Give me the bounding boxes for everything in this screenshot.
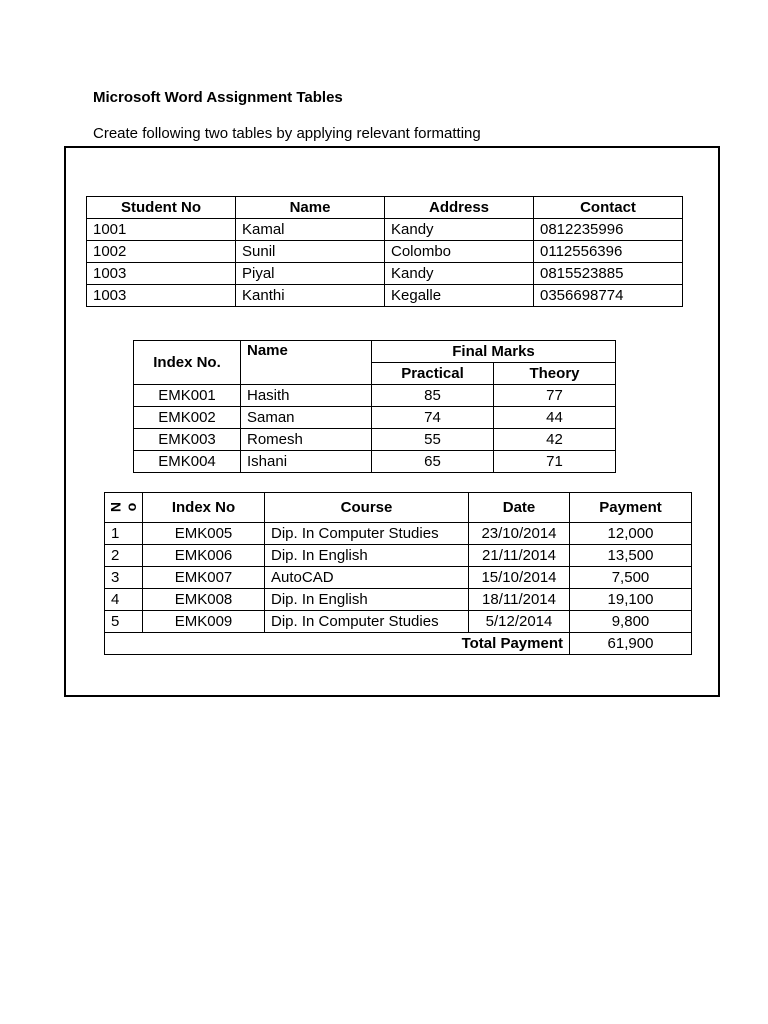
- table-cell: Dip. In Computer Studies: [265, 611, 469, 633]
- column-header: Name: [241, 341, 372, 385]
- table-cell: 74: [372, 407, 494, 429]
- table-cell: Ishani: [241, 451, 372, 473]
- column-header: Contact: [534, 197, 683, 219]
- table-row: [134, 407, 616, 429]
- table-cell: 44: [494, 407, 616, 429]
- column-header: Date: [469, 493, 570, 523]
- column-header: Payment: [570, 493, 692, 523]
- document-title: Microsoft Word Assignment Tables: [93, 89, 343, 106]
- table-cell: 15/10/2014: [469, 567, 570, 589]
- table-cell: EMK005: [143, 523, 265, 545]
- table-cell: 23/10/2014: [469, 523, 570, 545]
- table-row: [134, 385, 616, 407]
- table-header-row: [87, 197, 683, 219]
- table-cell: AutoCAD: [265, 567, 469, 589]
- table-cell: 4: [105, 589, 143, 611]
- table-cell: Dip. In English: [265, 545, 469, 567]
- table-cell: 77: [494, 385, 616, 407]
- table-cell: 0356698774: [534, 285, 683, 307]
- column-header: Index No.: [134, 341, 241, 385]
- marks-table: [133, 340, 616, 473]
- rotated-letter: o: [125, 502, 142, 512]
- table-cell: 9,800: [570, 611, 692, 633]
- table-header-row: [105, 493, 692, 523]
- table-row: [87, 219, 683, 241]
- table-cell: Sunil: [236, 241, 385, 263]
- column-header: Theory: [494, 363, 616, 385]
- table-cell: Colombo: [385, 241, 534, 263]
- total-label: Total Payment: [105, 633, 570, 655]
- payment-table: [104, 492, 692, 655]
- table-cell: 0112556396: [534, 241, 683, 263]
- table-cell: 1: [105, 523, 143, 545]
- table-header-row: [134, 341, 616, 363]
- table-cell: 42: [494, 429, 616, 451]
- table-row: [134, 451, 616, 473]
- document-subtitle: Create following two tables by applying relevant formatting: [93, 125, 481, 142]
- column-header: Name: [236, 197, 385, 219]
- table-cell: EMK002: [134, 407, 241, 429]
- table-row: [87, 241, 683, 263]
- table-row: [105, 589, 692, 611]
- table-cell: Hasith: [241, 385, 372, 407]
- table-cell: Piyal: [236, 263, 385, 285]
- table-cell: 1001: [87, 219, 236, 241]
- rotated-letter: N: [108, 501, 125, 513]
- table-row: [105, 567, 692, 589]
- table-cell: Kandy: [385, 219, 534, 241]
- table-row: [105, 611, 692, 633]
- table-cell: 3: [105, 567, 143, 589]
- table-cell: EMK007: [143, 567, 265, 589]
- table-cell: 19,100: [570, 589, 692, 611]
- table-cell: Kandy: [385, 263, 534, 285]
- table-cell: 5/12/2014: [469, 611, 570, 633]
- table-cell: Kanthi: [236, 285, 385, 307]
- table-cell: Dip. In English: [265, 589, 469, 611]
- table-cell: Saman: [241, 407, 372, 429]
- table-cell: Kamal: [236, 219, 385, 241]
- total-value: 61,900: [570, 633, 692, 655]
- total-row: [105, 633, 692, 655]
- column-header: Final Marks: [372, 341, 616, 363]
- column-header: Student No: [87, 197, 236, 219]
- table-cell: 18/11/2014: [469, 589, 570, 611]
- table-cell: EMK004: [134, 451, 241, 473]
- table-cell: 1003: [87, 285, 236, 307]
- table-cell: 5: [105, 611, 143, 633]
- table-cell: 13,500: [570, 545, 692, 567]
- column-header: Index No: [143, 493, 265, 523]
- column-header: Address: [385, 197, 534, 219]
- table-cell: 7,500: [570, 567, 692, 589]
- table-cell: EMK009: [143, 611, 265, 633]
- table-cell: Kegalle: [385, 285, 534, 307]
- table-row: [87, 285, 683, 307]
- table-cell: 1002: [87, 241, 236, 263]
- column-header: Practical: [372, 363, 494, 385]
- table-cell: Dip. In Computer Studies: [265, 523, 469, 545]
- column-header: Course: [265, 493, 469, 523]
- table-cell: 55: [372, 429, 494, 451]
- table-cell: 1003: [87, 263, 236, 285]
- table-cell: 2: [105, 545, 143, 567]
- student-table: [86, 196, 683, 307]
- table-cell: 85: [372, 385, 494, 407]
- table-row: [105, 545, 692, 567]
- table-cell: EMK003: [134, 429, 241, 451]
- table-cell: EMK008: [143, 589, 265, 611]
- table-row: [105, 523, 692, 545]
- column-header-no: [105, 493, 143, 523]
- table-cell: 12,000: [570, 523, 692, 545]
- table-row: [134, 429, 616, 451]
- table-cell: 71: [494, 451, 616, 473]
- table-cell: 65: [372, 451, 494, 473]
- table-cell: 21/11/2014: [469, 545, 570, 567]
- table-cell: EMK001: [134, 385, 241, 407]
- table-cell: EMK006: [143, 545, 265, 567]
- table-cell: 0812235996: [534, 219, 683, 241]
- table-cell: Romesh: [241, 429, 372, 451]
- table-row: [87, 263, 683, 285]
- table-cell: 0815523885: [534, 263, 683, 285]
